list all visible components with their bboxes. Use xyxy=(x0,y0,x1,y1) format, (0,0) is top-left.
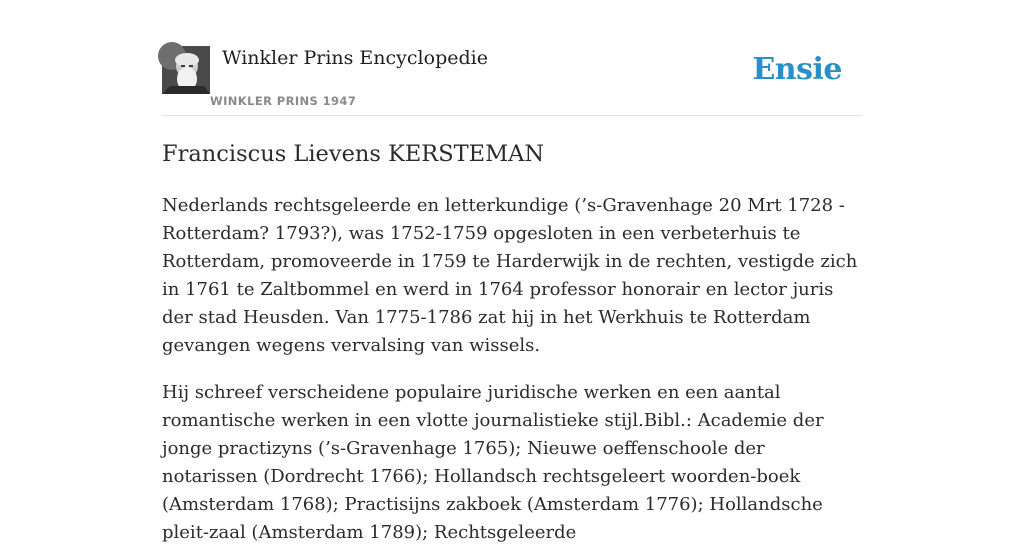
brand-logo[interactable]: Ensie xyxy=(752,52,842,87)
article-paragraph: Nederlands rechtsgeleerde en letterkundige (’s-Gravenhage 20 Mrt 1728 - Rotterdam? 1793?), was 1752-1759 opgesloten in een verbeterhuis te Rotterdam, promoveerde in 1759 te Harderwijk in de rechten, vestigde zich in 1761 te Zaltbommel en werd in 1764 professor honorair en lector juris der stad Heusden. Van 1775-1786 zat hij in het Werkhuis te Rotterdam gevangen wegens vervalsing van wissels. xyxy=(162,195,858,356)
portrait-avatar-icon[interactable] xyxy=(162,46,210,94)
site-title[interactable]: Winkler Prins Encyclopedie xyxy=(222,47,488,69)
site-header xyxy=(162,46,862,116)
article-title: Franciscus Lievens KERSTEMAN xyxy=(162,141,545,167)
site-subtitle[interactable]: WINKLER PRINS 1947 xyxy=(210,94,357,108)
article-paragraph: Hij schreef verscheidene populaire juridische werken en een aantal romantische werken in een vlotte journalistieke stijl.Bibl.: Academie der jonge practizyns (’s-Gravenhage 1765); Nieuwe oeffenschoole der notarissen (Dordrecht 1766); Hollandsch rechtsgeleert woorden-boek (Amsterdam 1768); Practisijns zakboek (Amsterdam 1776); Hollandsche pleit-zaal (Amsterdam 1789); Rechtsgeleerde xyxy=(162,382,824,543)
article xyxy=(162,138,862,547)
